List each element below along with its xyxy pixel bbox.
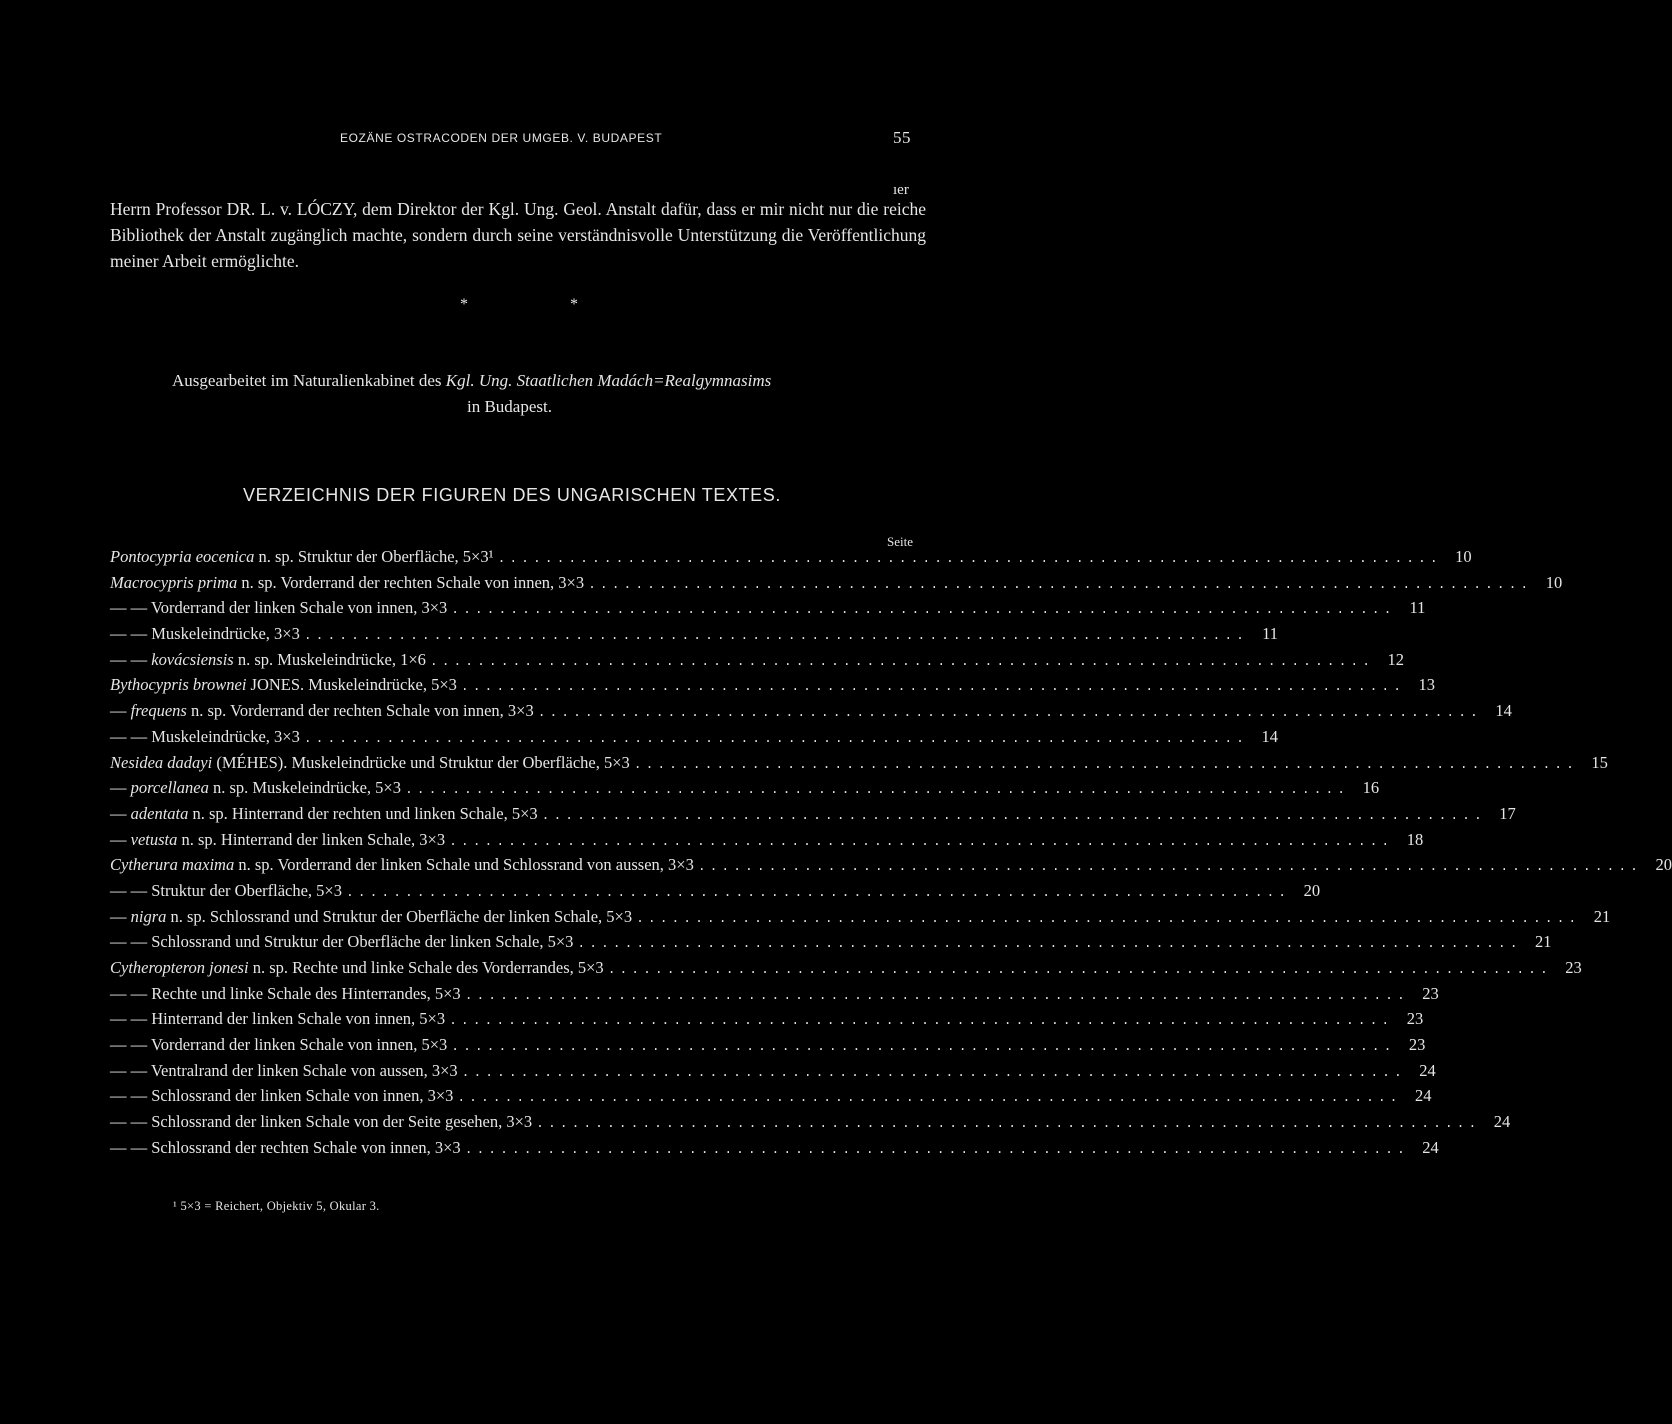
entry-text	[110, 650, 426, 670]
list-item	[110, 1035, 1426, 1061]
entry-page: 20	[1655, 855, 1672, 875]
list-item	[110, 906, 1611, 933]
page-column-label: Seite	[887, 534, 913, 549]
list-item	[110, 855, 1672, 881]
species-name: nigra	[130, 906, 167, 926]
entry-page: 24	[1414, 1086, 1432, 1106]
entry-description: n. sp. Hinterrand der linken Schale, 3×3	[177, 829, 446, 849]
species-name: porcellanea	[130, 778, 209, 798]
entry-text	[110, 753, 630, 773]
list-item	[110, 932, 1552, 958]
entry-page: 17	[1499, 803, 1516, 823]
list-item	[110, 701, 1512, 727]
entry-text	[110, 855, 694, 875]
note-line-2: in Budapest.	[467, 397, 552, 416]
leader-dots: ................................................................................	[607, 962, 1552, 977]
entry-page: 23	[1408, 1035, 1426, 1055]
stray-text: ıer	[893, 182, 909, 198]
list-item	[110, 649, 1404, 676]
species-name: Cytheropteron jonesi	[110, 958, 249, 977]
entry-dash: —	[110, 701, 131, 721]
entry-page: 23	[1422, 983, 1439, 1003]
entry-text	[110, 727, 300, 747]
list-item	[110, 572, 1563, 599]
leader-dots: ................................................................................	[536, 1116, 1481, 1132]
list-item	[110, 1112, 1511, 1138]
entry-description: — — Struktur der Oberfläche, 5×3	[110, 880, 342, 900]
entry-description: n. sp. Struktur der Oberfläche, 5×3¹	[254, 547, 494, 566]
list-item	[110, 675, 1436, 701]
entry-page: 14	[1261, 726, 1278, 746]
leader-dots: ................................................................................	[346, 884, 1291, 900]
species-name: kovácsiensis	[151, 649, 234, 669]
entry-text	[110, 778, 401, 798]
entry-description: (MÉHES). Muskeleindrücke und Struktur der Oberfläche, 5×3	[212, 752, 630, 772]
entry-description: — — Schlossrand der linken Schale von der Seite gesehen, 3×3	[110, 1112, 533, 1132]
leader-dots: ................................................................................	[636, 910, 1581, 926]
entry-description: — — Muskeleindrücke, 3×3	[110, 726, 300, 746]
species-name: vetusta	[130, 829, 178, 849]
list-item	[110, 598, 1426, 624]
leader-dots: ................................................................................	[577, 936, 1522, 952]
entry-description: n. sp. Vorderrand der rechten Schale von innen, 3×3	[186, 701, 534, 721]
entry-text	[110, 932, 573, 952]
list-item	[110, 1137, 1439, 1164]
footnote: ¹ 5×3 = Reichert, Objektiv 5, Okular 3.	[173, 1199, 380, 1213]
entry-dash: —	[110, 778, 131, 798]
entry-page: 10	[1455, 547, 1472, 566]
leader-dots: ................................................................................	[464, 987, 1409, 1003]
entry-page: 12	[1387, 649, 1404, 669]
leader-dots: ................................................................................	[457, 1090, 1402, 1106]
entry-text	[110, 547, 494, 567]
entry-description: — — Schlossrand und Struktur der Oberfläche der linken Schale, 5×3	[110, 932, 574, 952]
entry-page: 24	[1419, 1060, 1436, 1080]
entry-description: — — Vorderrand der linken Schale von innen, 3×3	[110, 598, 448, 618]
entry-page: 24	[1493, 1112, 1511, 1132]
species-name: Bythocypris brownei	[110, 675, 247, 695]
entry-page: 20	[1303, 880, 1321, 900]
entry-description: n. sp. Hinterrand der rechten und linken Schale, 5×3	[188, 803, 538, 823]
entry-description: JONES. Muskeleindrücke, 5×3	[246, 675, 457, 695]
list-item	[110, 1060, 1436, 1087]
entry-text	[110, 573, 584, 593]
entry-text	[110, 701, 534, 721]
entry-dash: —	[110, 906, 131, 926]
species-name: adentata	[130, 803, 189, 823]
entry-text	[110, 675, 457, 695]
list-item	[110, 726, 1278, 753]
leader-dots: ................................................................................	[303, 730, 1248, 746]
leader-dots: ................................................................................	[633, 756, 1578, 772]
entry-page: 11	[1409, 598, 1426, 618]
entry-description: — — Hinterrand der linken Schale von innen, 5×3	[110, 1009, 446, 1029]
species-name: Nesidea dadayi	[110, 752, 213, 772]
list-item	[110, 1009, 1424, 1035]
leader-dots: ................................................................................	[449, 1013, 1394, 1029]
species-name: Pontocypria eocenica	[110, 547, 255, 566]
entry-text	[110, 907, 632, 927]
entry-dash: —	[110, 829, 131, 849]
leader-dots: ................................................................................	[460, 679, 1406, 695]
entry-text	[110, 1035, 447, 1055]
entry-page: 13	[1418, 675, 1436, 695]
entry-description: n. sp. Muskeleindrücke, 1×6	[233, 649, 426, 669]
note-italic-text: Kgl. Ung. Staatlichen Madách=Realgymnasims	[445, 371, 772, 390]
list-item	[110, 778, 1380, 804]
entry-description: n. sp. Schlossrand und Struktur der Oberfläche der linken Schale, 5×3	[166, 906, 633, 926]
leader-dots: ................................................................................	[588, 576, 1533, 592]
species-name: Cytherura maxima	[110, 855, 235, 875]
entry-description: — — Muskeleindrücke, 3×3	[110, 624, 300, 644]
entry-text	[110, 598, 447, 618]
entry-description: — — Schlossrand der rechten Schale von innen, 3×3	[110, 1137, 461, 1157]
entry-text	[110, 984, 461, 1004]
entry-page: 18	[1406, 829, 1424, 849]
entry-dash: — —	[110, 649, 152, 669]
entry-text	[110, 1112, 532, 1132]
section-title: VERZEICHNIS DER FIGUREN DES UNGARISCHEN TEXTES.	[243, 485, 781, 505]
leader-dots: ................................................................................	[449, 833, 1394, 849]
list-item	[110, 880, 1321, 907]
entry-text	[110, 1009, 445, 1029]
entry-description: — — Rechte und linke Schale des Hinterrandes, 5×3	[110, 983, 461, 1003]
entry-page: 14	[1495, 701, 1512, 721]
entry-page: 21	[1593, 906, 1611, 926]
institution-note	[172, 368, 932, 420]
entry-text	[110, 804, 538, 824]
entry-description: n. sp. Rechte und linke Schale des Vorderrandes, 5×3	[248, 958, 604, 977]
list-item	[110, 752, 1608, 779]
leader-dots: ................................................................................	[404, 782, 1350, 798]
page-header	[0, 128, 1024, 150]
page-number: 55	[893, 128, 911, 147]
list-item	[110, 829, 1424, 856]
entry-dash: —	[110, 803, 131, 823]
leader-dots: ................................................................................	[451, 1039, 1396, 1055]
leader-dots: ................................................................................	[541, 807, 1486, 823]
entry-description: — — Schlossrand der linken Schale von innen, 3×3	[110, 1086, 454, 1106]
entry-description: — — Vorderrand der linken Schale von innen, 5×3	[110, 1035, 448, 1055]
entry-page: 21	[1535, 932, 1552, 952]
entry-page: 16	[1362, 778, 1380, 798]
entry-description: — — Ventralrand der linken Schale von aussen, 3×3	[110, 1060, 458, 1080]
entry-description: n. sp. Vorderrand der linken Schale und Schlossrand von aussen, 3×3	[234, 855, 694, 875]
list-item	[110, 983, 1439, 1010]
entry-page: 23	[1565, 958, 1582, 977]
list-item	[110, 803, 1516, 830]
leader-dots: ................................................................................	[697, 859, 1642, 875]
leader-dots: ................................................................................	[429, 653, 1374, 669]
entry-description: n. sp. Muskeleindrücke, 5×3	[208, 778, 401, 798]
figure-list	[110, 547, 1672, 1164]
species-name: frequens	[130, 701, 187, 721]
leader-dots: ................................................................................	[497, 551, 1442, 566]
entry-text	[110, 1061, 458, 1081]
entry-page: 23	[1406, 1009, 1424, 1029]
entry-text	[110, 624, 300, 644]
entry-page: 11	[1262, 624, 1278, 644]
entry-text	[110, 958, 604, 978]
list-item	[110, 1086, 1432, 1112]
acknowledgement-paragraph	[110, 196, 926, 274]
leader-dots: ................................................................................	[451, 602, 1396, 618]
leader-dots: ................................................................................	[303, 628, 1248, 644]
entry-text	[110, 881, 342, 901]
entry-text	[110, 1138, 461, 1158]
species-name: Macrocypris prima	[110, 572, 238, 592]
leader-dots: ................................................................................	[537, 705, 1482, 721]
note-text: Ausgearbeitet im Naturalienkabinet des	[172, 371, 446, 390]
entry-text	[110, 830, 445, 850]
leader-dots: ................................................................................	[461, 1064, 1406, 1080]
list-item	[110, 958, 1582, 984]
list-item	[110, 624, 1278, 650]
entry-page: 15	[1591, 752, 1608, 772]
entry-page: 10	[1545, 572, 1563, 592]
running-title: EOZÄNE OSTRACODEN DER UMGEB. V. BUDAPEST	[340, 131, 663, 145]
entry-page: 24	[1422, 1137, 1439, 1157]
paragraph-text: Herrn Professor DR. L. v. LÓCZY, dem Direktor der Kgl. Ung. Geol. Anstalt dafür, dass er mir nicht nur die reiche Bibliothek der Anstalt zugänglich machte, sondern durch seine verständnisvolle Unterstützung die Veröffentlichung meiner Arbeit ermöglichte.	[110, 199, 926, 271]
separator-star: *	[460, 296, 468, 313]
list-item	[110, 547, 1472, 573]
leader-dots: ................................................................................	[464, 1141, 1409, 1157]
separator-star: *	[570, 296, 578, 313]
entry-text	[110, 1086, 453, 1106]
entry-description: n. sp. Vorderrand der rechten Schale von innen, 3×3	[237, 572, 585, 592]
